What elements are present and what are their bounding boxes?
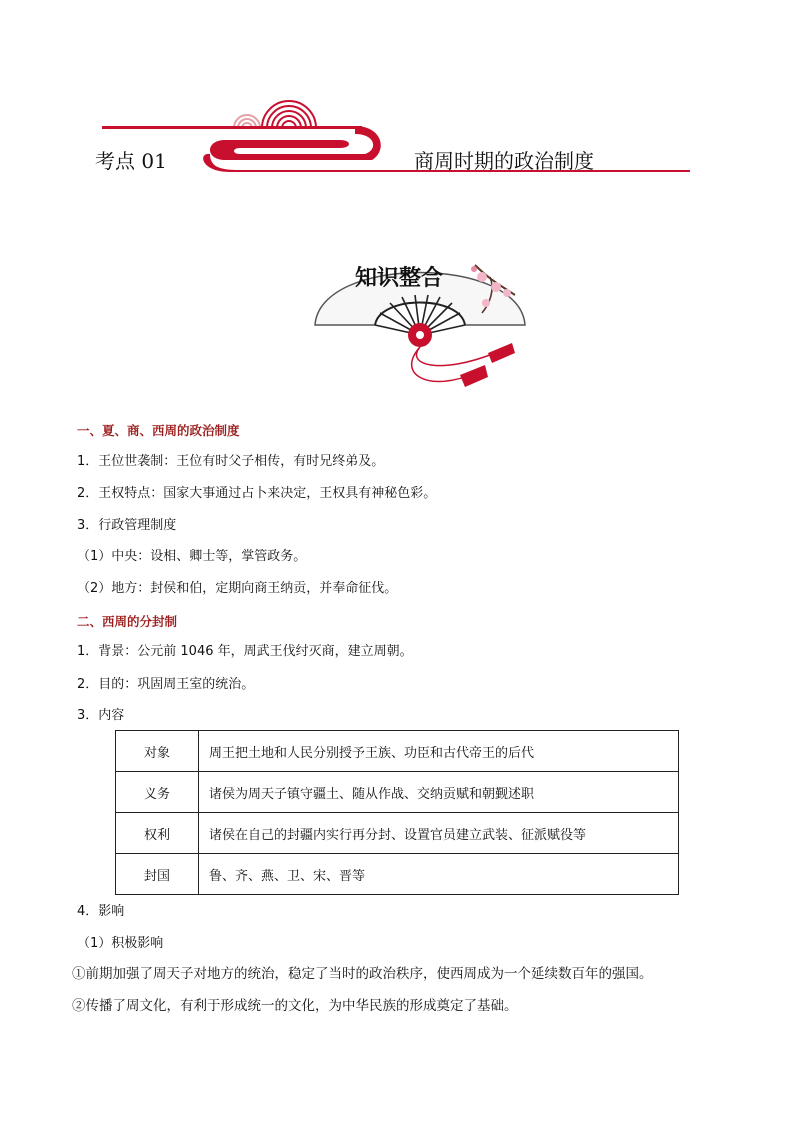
text-line: （1）中央：设相、卿士等，掌管政务。 bbox=[77, 549, 307, 564]
header-label: 考点 01 bbox=[95, 149, 167, 173]
content-table bbox=[115, 730, 679, 895]
text-line: （2）地方：封侯和伯，定期向商王纳贡，并奉命征伐。 bbox=[77, 581, 398, 596]
section-heading-2: 二、西周的分封制 bbox=[77, 614, 178, 629]
table-value: 鲁、齐、燕、卫、宋、晋等 bbox=[199, 854, 679, 895]
tassel-icon bbox=[460, 365, 488, 387]
table-key: 权利 bbox=[116, 813, 199, 854]
text-line: ②传播了周文化，有利于形成统一的文化，为中华民族的形成奠定了基础。 bbox=[72, 998, 518, 1014]
table-row bbox=[116, 772, 679, 813]
text-line: 1．王位世袭制：王位有时父子相传，有时兄终弟及。 bbox=[77, 454, 385, 469]
table-key: 义务 bbox=[116, 772, 199, 813]
table-row bbox=[116, 731, 679, 772]
table-key: 封国 bbox=[116, 854, 199, 895]
text-line: 2．王权特点：国家大事通过占卜来决定，王权具有神秘色彩。 bbox=[77, 486, 437, 501]
concentric-arc-icon bbox=[234, 101, 316, 128]
text-line: ①前期加强了周天子对地方的统治，稳定了当时的政治秩序，使西周成为一个延续数百年的强国。 bbox=[72, 966, 653, 982]
text-line: 3．行政管理制度 bbox=[77, 518, 177, 533]
table-value: 诸侯为周天子镇守疆土、随从作战、交纳贡赋和朝觐述职 bbox=[199, 772, 679, 813]
text-line: 1．背景：公元前 1046 年，周武王伐纣灭商，建立周朝。 bbox=[77, 644, 413, 659]
fan-title: 知识整合 bbox=[355, 265, 444, 291]
table-row bbox=[116, 854, 679, 895]
table-row bbox=[116, 813, 679, 854]
text-line: 4．影响 bbox=[77, 904, 125, 919]
text-line: 2．目的：巩固周王室的统治。 bbox=[77, 677, 255, 692]
table-value: 周王把土地和人民分别授予王族、功臣和古代帝王的后代 bbox=[199, 731, 679, 772]
text-line: （1）积极影响 bbox=[77, 936, 164, 951]
table-value: 诸侯在自己的封疆内实行再分封、设置官员建立武装、征派赋役等 bbox=[199, 813, 679, 854]
text-line: 3．内容 bbox=[77, 708, 125, 723]
page-title: 商周时期的政治制度 bbox=[414, 149, 594, 173]
table-key: 对象 bbox=[116, 731, 199, 772]
knowledge-fan-illustration bbox=[300, 225, 540, 395]
section-heading-1: 一、夏、商、西周的政治制度 bbox=[77, 423, 240, 438]
